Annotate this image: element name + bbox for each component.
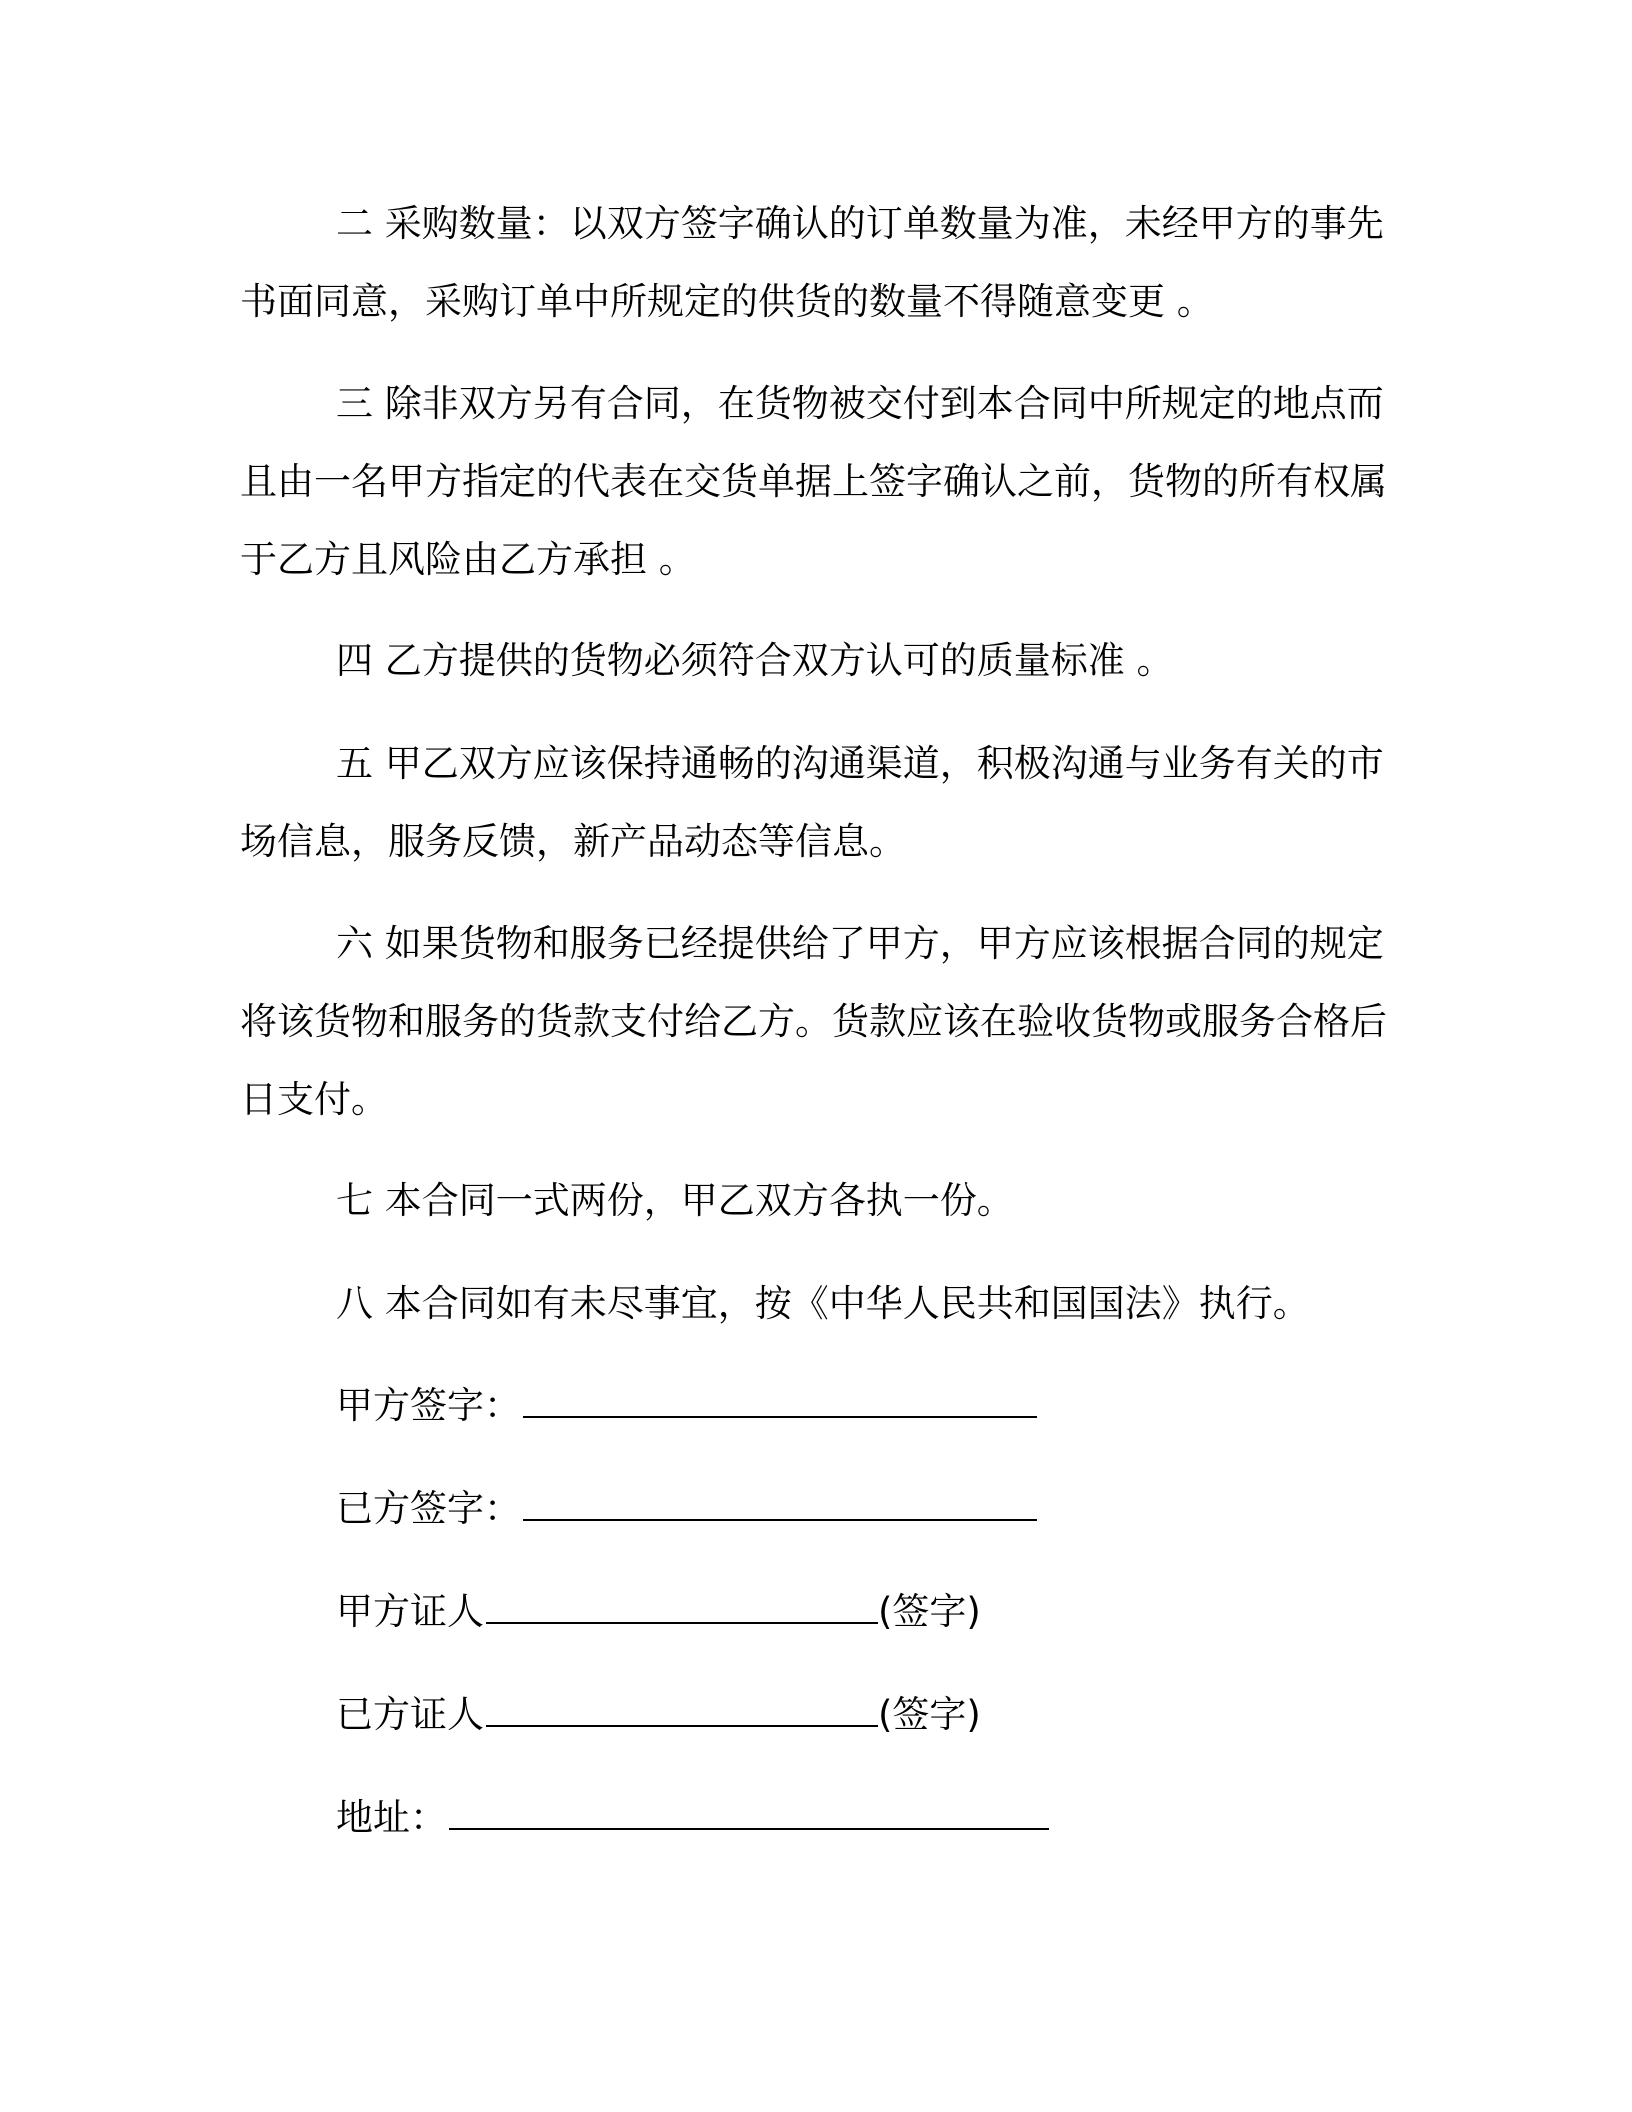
party-b-witness-row xyxy=(336,1690,981,1740)
party-b-witness-suffix: (签字) xyxy=(878,1693,981,1736)
party-a-signature-line[interactable] xyxy=(523,1386,1037,1418)
party-b-signature-row xyxy=(336,1484,1037,1534)
party-b-signature-label: 已方签字： xyxy=(336,1487,521,1530)
party-a-witness-suffix: (签字) xyxy=(878,1590,981,1633)
address-label: 地址： xyxy=(336,1796,447,1839)
party-a-signature-label: 甲方签字： xyxy=(336,1384,521,1427)
clause-6: 六 如果货物和服务已经提供给了甲方，甲方应该根据合同的规定将该货物和服务的货款支付给乙方。货款应该在验收货物或服务合格后 日支付。 xyxy=(240,922,1387,1121)
clause-8: 八 本合同如有未尽事宜，按《中华人民共和国国法》执行。 xyxy=(336,1282,1310,1325)
address-row xyxy=(336,1793,1049,1843)
clause-7: 七 本合同一式两份，甲乙双方各执一份。 xyxy=(336,1179,1014,1222)
party-b-witness-line[interactable] xyxy=(486,1695,878,1727)
party-a-signature-row xyxy=(336,1381,1037,1431)
clause-2: 二 采购数量：以双方签字确认的订单数量为准，未经甲方的事先书面同意，采购订单中所规定的供货的数量不得随意变更 。 xyxy=(240,202,1384,323)
party-b-signature-line[interactable] xyxy=(523,1489,1037,1521)
party-a-witness-line[interactable] xyxy=(486,1592,878,1624)
clause-4: 四 乙方提供的货物必须符合双方认可的质量标准 。 xyxy=(336,639,1174,682)
party-a-witness-row xyxy=(336,1587,981,1637)
party-b-witness-label: 已方证人 xyxy=(336,1693,484,1736)
party-a-witness-label: 甲方证人 xyxy=(336,1590,484,1633)
clause-3: 三 除非双方另有合同，在货物被交付到本合同中所规定的地点而且由一名甲方指定的代表在交货单据上签字确认之前，货物的所有权属于乙方且风险由乙方承担 。 xyxy=(240,382,1387,581)
clause-5: 五 甲乙双方应该保持通畅的沟通渠道，积极沟通与业务有关的市场信息，服务反馈，新产品动态等信息。 xyxy=(240,742,1384,863)
address-line[interactable] xyxy=(449,1798,1049,1830)
